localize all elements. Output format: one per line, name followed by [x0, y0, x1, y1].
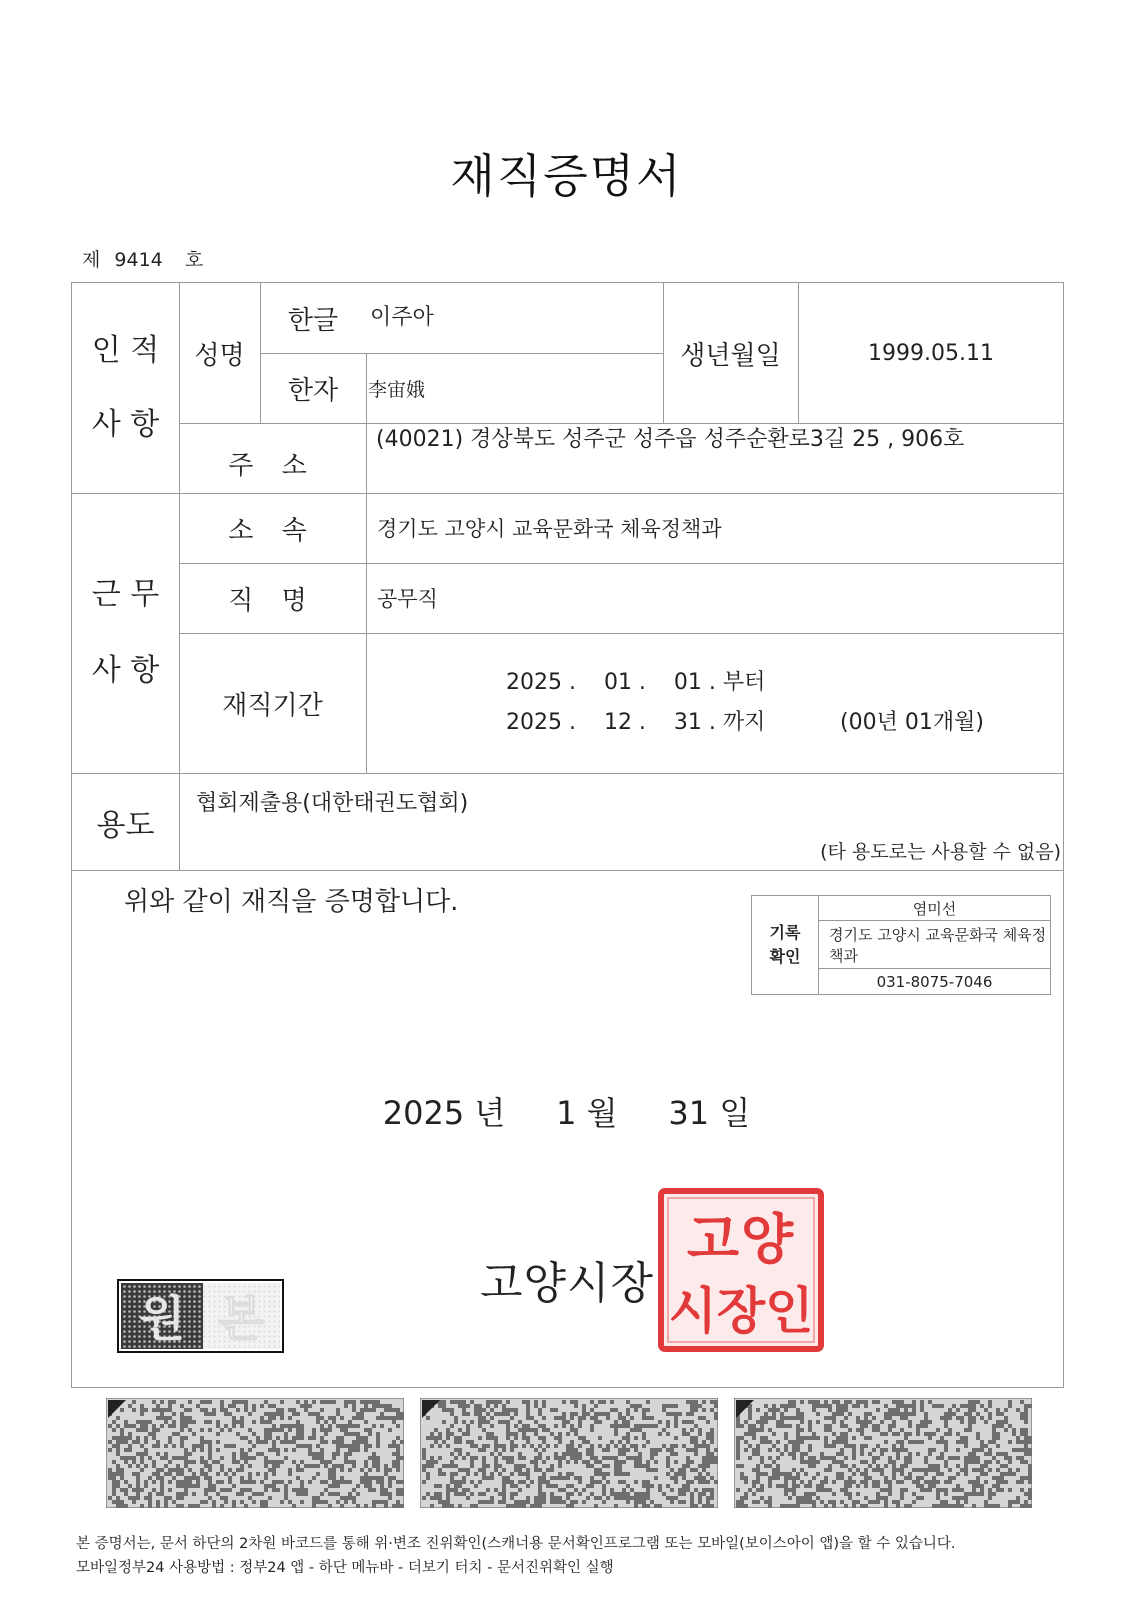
personal-label-line2: 사 항	[91, 407, 160, 442]
personal-label-line1: 인 적	[91, 333, 160, 368]
verifier-department: 경기도 고양시 교육문화국 체육정책과	[819, 921, 1050, 969]
verification-label-line2: 확인	[769, 947, 801, 966]
purpose-value: 협회제출용(대한태권도협회)	[196, 790, 469, 816]
doc-number-prefix: 제	[82, 249, 101, 271]
address-value: (40021) 경상북도 성주군 성주읍 성주순환로3길 25 , 906호	[376, 427, 965, 452]
document-title: 재직증명서	[450, 149, 683, 203]
official-seal-icon	[658, 1188, 824, 1352]
doc-number-value: 9414	[114, 249, 163, 271]
name-label: 성명	[194, 340, 245, 371]
certificate-form	[71, 282, 1064, 1388]
barcode-2-icon	[420, 1398, 718, 1508]
affiliation-label: 소 속	[228, 515, 317, 546]
address-label: 주 소	[228, 450, 317, 481]
barcode-1-icon	[106, 1398, 404, 1508]
stamp-char-1: 원	[138, 1291, 186, 1347]
verification-label	[752, 896, 818, 994]
stamp-char-2: 본	[217, 1291, 265, 1347]
issue-date: 2025 년 1 월 31 일	[382, 1094, 751, 1132]
work-label-line1: 근 무	[91, 577, 160, 612]
personal-section-label	[72, 283, 179, 493]
hangul-label: 한글	[287, 305, 339, 336]
document-number	[82, 245, 211, 272]
doc-number-suffix: 호	[184, 249, 204, 271]
issuer-name: 고양시장	[480, 1258, 655, 1309]
work-section-label	[72, 493, 179, 773]
seal-text-line1: 고양	[686, 1208, 796, 1271]
verification-label-line1: 기록	[769, 923, 801, 942]
original-copy-stamp-icon	[117, 1279, 284, 1353]
divider	[366, 423, 367, 773]
work-label-line2: 사 항	[91, 653, 160, 688]
position-value: 공무직	[377, 587, 438, 611]
purpose-label: 용도	[96, 807, 155, 843]
divider	[72, 773, 1064, 774]
affiliation-value: 경기도 고양시 교육문화국 체육정책과	[377, 517, 722, 541]
period-label: 재직기간	[222, 690, 323, 721]
verifier-phone: 031-8075-7046	[876, 972, 993, 991]
footer-note-line1: 본 증명서는, 문서 하단의 2차원 바코드를 통해 위·변조 진위확인(스캐너용 문서확인프로그램 또는 모바일(보이스아이 앱)을 할 수 있습니다.	[76, 1536, 956, 1552]
hanja-label: 한자	[287, 375, 339, 406]
period-duration: (00년 01개월)	[840, 710, 984, 735]
birth-label: 생년월일	[680, 340, 781, 371]
hangul-name-value: 이주아	[370, 304, 434, 330]
footer-note-line2: 모바일정부24 사용방법 : 정부24 앱 - 하단 메뉴바 - 더보기 터치 - 문서진위확인 실행	[76, 1560, 614, 1576]
seal-text-line2: 시장인	[668, 1282, 814, 1340]
position-label: 직 명	[228, 585, 317, 616]
barcode-3-icon	[734, 1398, 1032, 1508]
verifier-name: 염미선	[819, 896, 1050, 921]
birth-value: 1999.05.11	[868, 340, 994, 366]
record-verification-box	[751, 895, 1051, 995]
divider	[72, 870, 1064, 871]
period-to: 2025 . 12 . 31 . 까지	[506, 710, 766, 735]
period-from: 2025 . 01 . 01 . 부터	[506, 670, 766, 695]
hanja-name-value: 李宙娥	[368, 378, 426, 401]
divider	[366, 353, 367, 423]
purpose-note: (타 용도로는 사용할 수 없음)	[820, 840, 1061, 863]
certify-statement: 위와 같이 재직을 증명합니다.	[124, 886, 459, 917]
